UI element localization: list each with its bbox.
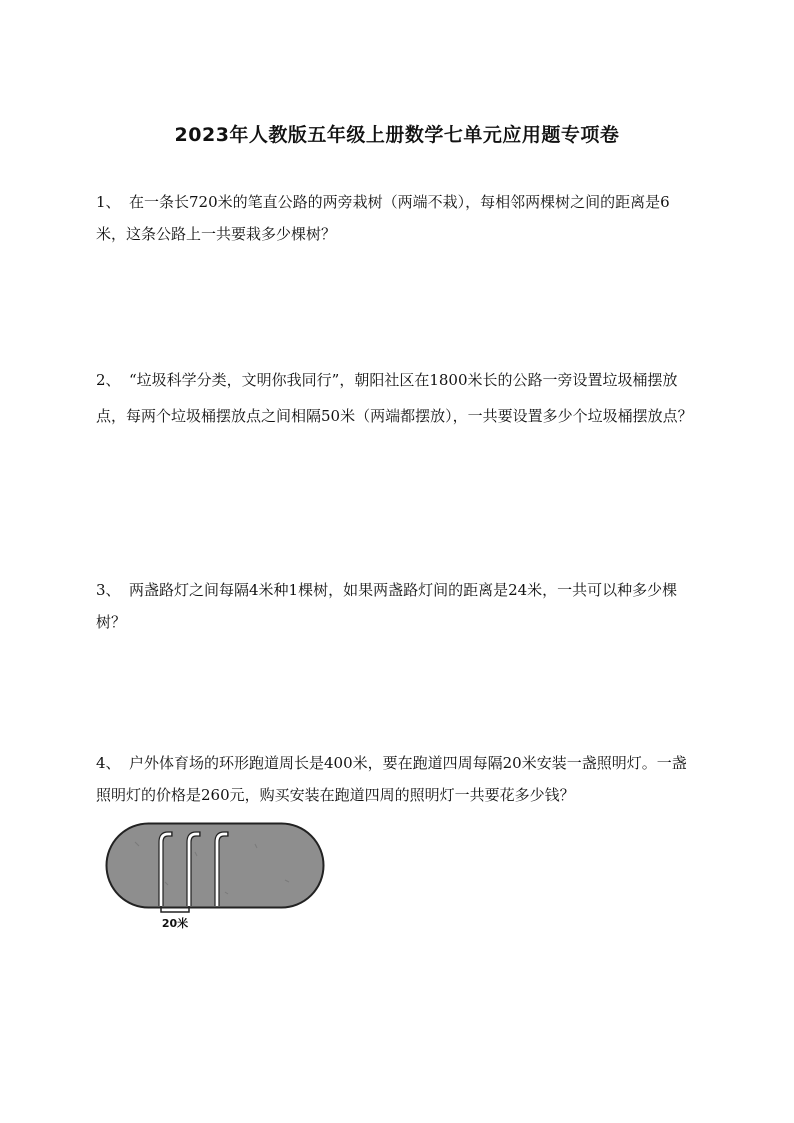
question-text: “垃圾科学分类，文明你我同行”，朝阳社区在1800米长的公路一旁设置垃圾桶摆放点，每两个垃圾桶摆放点之间相隔50米（两端都摆放），一共要设置多少个垃圾桶摆放点？ <box>96 371 693 425</box>
question-number: 2、 <box>96 371 121 389</box>
question-text: 两盏路灯之间每隔4米种1棵树，如果两盏路灯间的距离是24米，一共可以种多少棵树？ <box>96 581 678 631</box>
question-1 <box>96 186 696 250</box>
distance-label: 20米 <box>161 917 189 930</box>
running-track-figure <box>105 822 327 932</box>
question-number: 3、 <box>96 581 121 599</box>
question-4 <box>96 747 696 811</box>
question-3 <box>96 574 696 638</box>
question-number: 4、 <box>96 754 121 772</box>
question-text: 户外体育场的环形跑道周长是400米，要在跑道四周每隔20米安装一盏照明灯。一盏照明灯的价格是260元，购买安装在跑道四周的照明灯一共要花多少钱？ <box>96 754 687 804</box>
question-2 <box>96 362 696 434</box>
question-number: 1、 <box>96 193 121 211</box>
page-title: 2023年人教版五年级上册数学七单元应用题专项卷 <box>174 124 620 146</box>
question-text: 在一条长720米的笔直公路的两旁栽树（两端不栽），每相邻两棵树之间的距离是6米，这条公路上一共要栽多少棵树？ <box>96 193 670 243</box>
